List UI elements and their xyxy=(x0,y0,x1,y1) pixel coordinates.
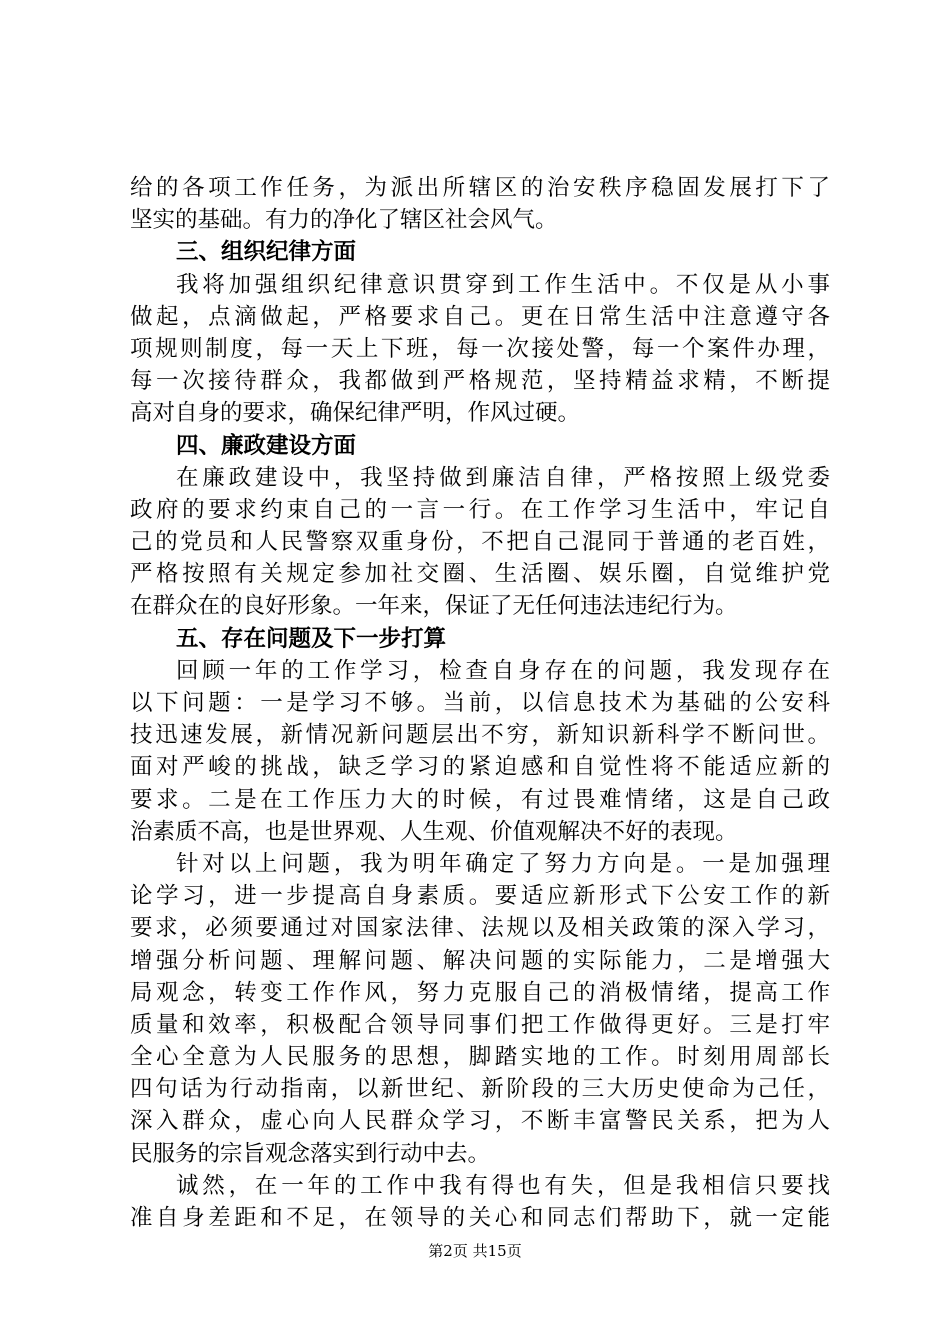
text-line: 每一次接待群众，我都做到严格规范，坚持精益求精，不断提 xyxy=(130,368,830,395)
text-line: 政府的要求约束自己的一言一行。在工作学习生活中，牢记自 xyxy=(130,496,830,523)
text-line: 己的党员和人民警察双重身份，不把自己混同于普通的老百姓， xyxy=(130,529,830,556)
text-line: 高对自身的要求，确保纪律严明，作风过硬。 xyxy=(130,400,581,427)
text-line: 治素质不高，也是世界观、人生观、价值观解决不好的表现。 xyxy=(130,818,738,845)
text-line: 质量和效率，积极配合领导同事们把工作做得更好。三是打牢 xyxy=(130,1011,830,1038)
text-line: 给的各项工作任务，为派出所辖区的治安秩序稳固发展打下了 xyxy=(130,175,830,201)
text-line: 针对以上问题，我为明年确定了努力方向是。一是加强理 xyxy=(176,850,830,877)
text-line: 做起，点滴做起，严格要求自己。更在日常生活中注意遵守各 xyxy=(130,303,830,330)
text-line: 要求。二是在工作压力大的时候，有过畏难情绪，这是自己政 xyxy=(130,786,830,813)
text-line: 面对严峻的挑战，缺乏学习的紧迫感和自觉性将不能适应新的 xyxy=(130,754,830,781)
section-heading-5: 五、存在问题及下一步打算 xyxy=(176,625,447,652)
text-line: 严格按照有关规定参加社交圈、生活圈、娱乐圈，自觉维护党 xyxy=(130,561,830,588)
section-heading-3: 三、组织纪律方面 xyxy=(176,239,357,266)
section-heading-4: 四、廉政建设方面 xyxy=(176,432,357,459)
text-line: 局观念，转变工作作风，努力克服自己的消极情绪，提高工作 xyxy=(130,979,830,1006)
text-line: 回顾一年的工作学习，检查自身存在的问题，我发现存在 xyxy=(176,657,830,684)
document-body xyxy=(130,172,830,1234)
text-line: 我将加强组织纪律意识贯穿到工作生活中。不仅是从小事 xyxy=(176,271,830,298)
text-line: 技迅速发展，新情况新问题层出不穷，新知识新科学不断问世。 xyxy=(130,722,830,749)
text-line: 以下问题：一是学习不够。当前，以信息技术为基础的公安科 xyxy=(130,690,830,716)
text-line: 在廉政建设中，我坚持做到廉洁自律，严格按照上级党委 xyxy=(176,464,830,491)
text-line: 深入群众，虚心向人民群众学习，不断丰富警民关系，把为人 xyxy=(130,1108,830,1135)
text-line: 增强分析问题、理解问题、解决问题的实际能力，二是增强大 xyxy=(130,947,830,974)
text-line: 全心全意为人民服务的思想，脚踏实地的工作。时刻用周部长 xyxy=(130,1044,830,1071)
text-line: 坚实的基础。有力的净化了辖区社会风气。 xyxy=(130,207,558,234)
text-line: 论学习，进一步提高自身素质。要适应新形式下公安工作的新 xyxy=(130,883,830,910)
text-line: 准自身差距和不足，在领导的关心和同志们帮助下，就一定能 xyxy=(130,1205,830,1231)
text-line: 民服务的宗旨观念落实到行动中去。 xyxy=(130,1140,491,1167)
page-footer: 第2页 共15页 xyxy=(428,1242,522,1260)
text-line: 四句话为行动指南，以新世纪、新阶段的三大历史使命为己任， xyxy=(130,1076,830,1103)
text-line: 项规则制度，每一天上下班，每一次接处警，每一个案件办理， xyxy=(130,335,830,362)
text-line: 诚然，在一年的工作中我有得也有失，但是我相信只要找 xyxy=(176,1172,830,1199)
text-line: 在群众在的良好形象。一年来，保证了无任何违法违纪行为。 xyxy=(130,593,738,620)
text-line: 要求，必须要通过对国家法律、法规以及相关政策的深入学习， xyxy=(130,915,830,942)
